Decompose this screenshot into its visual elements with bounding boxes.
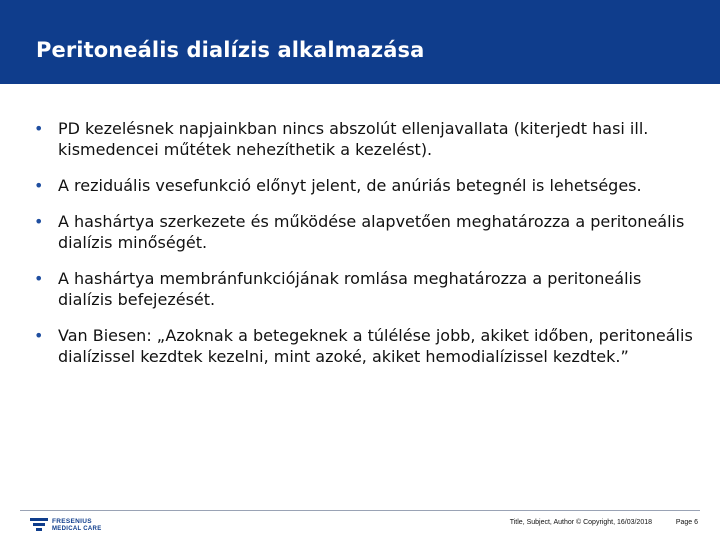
- bullet-marker: •: [34, 119, 44, 138]
- bullet-item: [34, 175, 694, 196]
- fresenius-logo-icon: [30, 518, 48, 532]
- bullet-item: [34, 268, 694, 310]
- bullet-marker: •: [34, 326, 44, 345]
- bullet-text: A hashártya membránfunkciójának romlása meghatározza a peritoneális dialízis befejezését.: [58, 269, 642, 309]
- footer-info: Title, Subject, Author © Copyright, 16/03/2018: [509, 519, 652, 526]
- logo-text-line2: MEDICAL CARE: [52, 526, 102, 532]
- bullet-marker: •: [34, 269, 44, 288]
- bullet-text: A hashártya szerkezete és működése alapvetően meghatározza a peritoneális dialízis minőségét.: [58, 212, 685, 252]
- bullet-item: [34, 325, 694, 367]
- bullet-list: [34, 118, 694, 382]
- logo-text-line1: FRESENIUS: [52, 518, 92, 525]
- bullet-item: [34, 118, 694, 160]
- bullet-text: A reziduális vesefunkció előnyt jelent, de anúriás betegnél is lehetséges.: [58, 176, 642, 195]
- bullet-text: Van Biesen: „Azoknak a betegeknek a túlélése jobb, akiket időben, peritoneális dialízissel kezdtek kezelni, mint azoké, akiket hemodialízissel kezdtek.”: [58, 326, 693, 366]
- bullet-marker: •: [34, 176, 44, 195]
- title-bar: [0, 0, 720, 84]
- bullet-text: PD kezelésnek napjainkban nincs abszolút ellenjavallata (kiterjedt hasi ill. kismedencei műtétek nehezíthetik a kezelést).: [58, 119, 649, 159]
- slide-title: Peritoneális dialízis alkalmazása: [36, 38, 425, 62]
- bullet-item: [34, 211, 694, 253]
- page-number: Page 6: [675, 519, 698, 526]
- company-logo: [30, 516, 120, 536]
- footer-divider: [20, 510, 700, 511]
- bullet-marker: •: [34, 212, 44, 231]
